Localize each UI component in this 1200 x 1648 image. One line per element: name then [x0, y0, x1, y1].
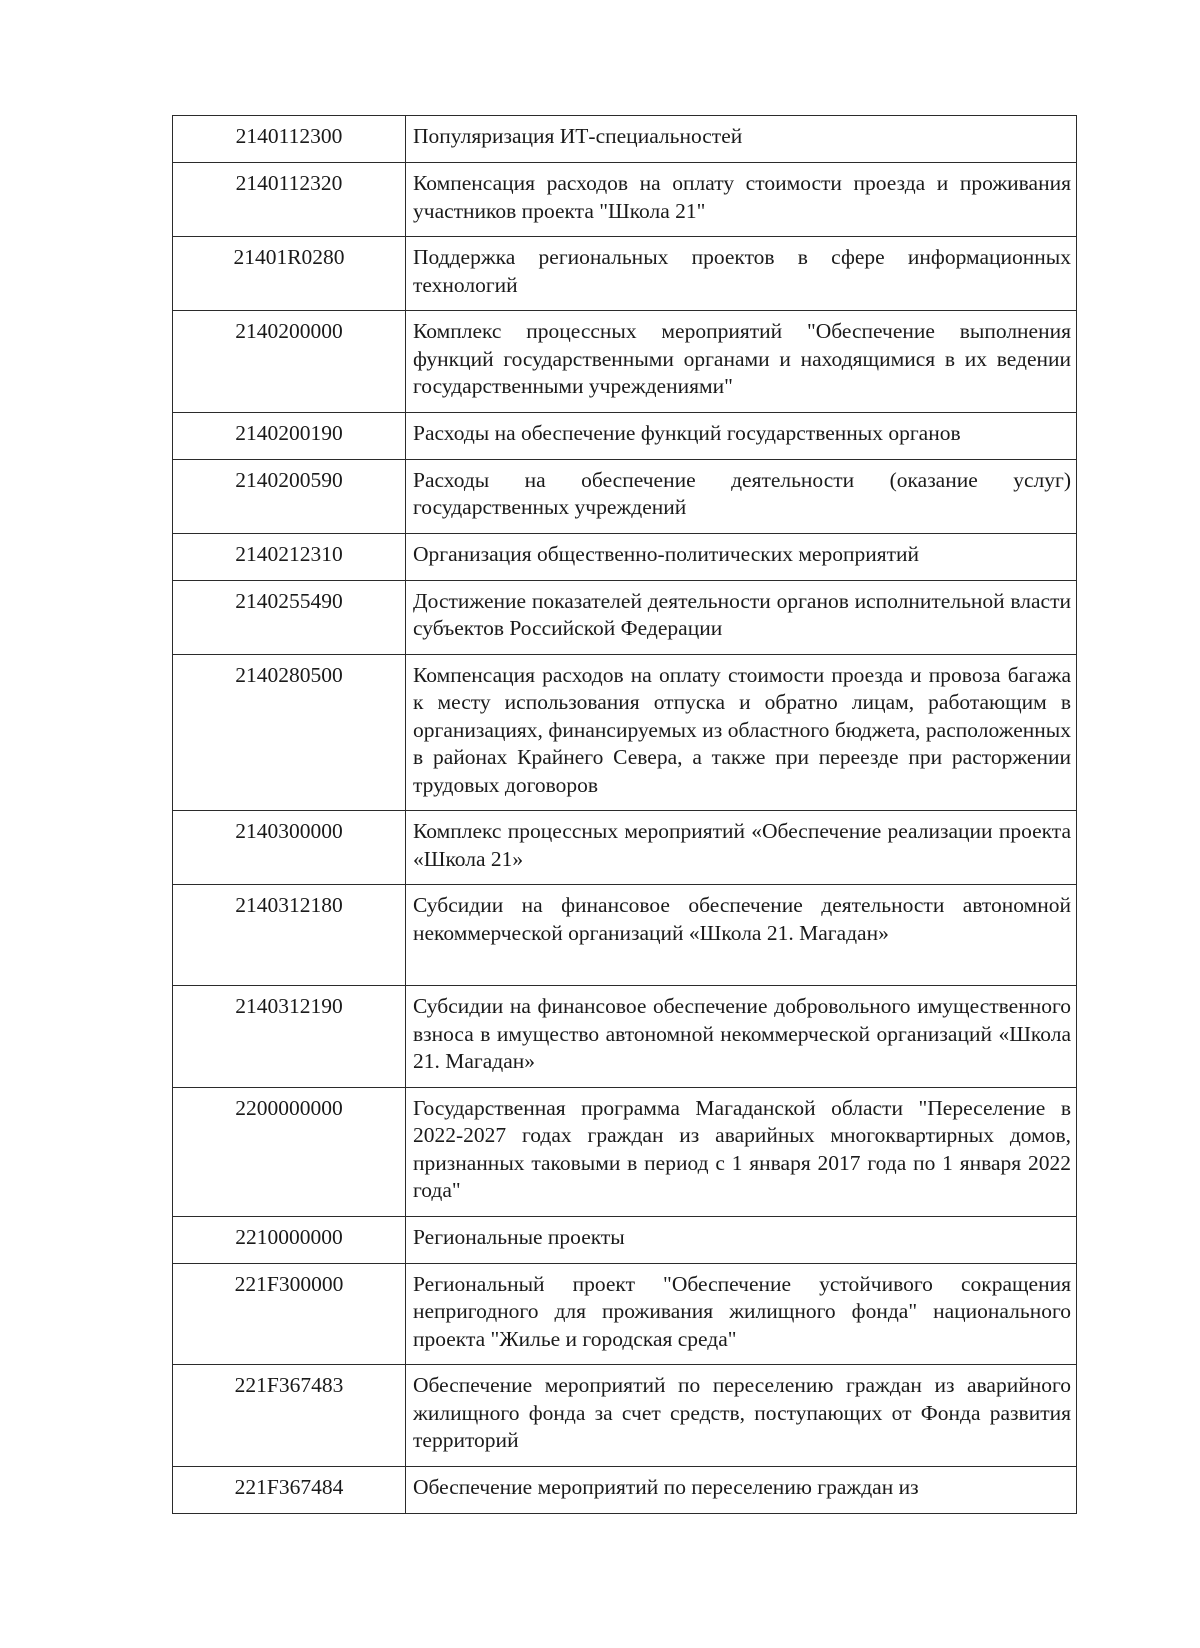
- table-row: [173, 1466, 1077, 1513]
- row-code: 2140200190: [173, 412, 406, 459]
- row-code: 2140255490: [173, 580, 406, 654]
- table-row: [173, 1216, 1077, 1263]
- row-name: Поддержка региональных проектов в сфере информационных технологий: [406, 237, 1077, 311]
- row-code: 21401R0280: [173, 237, 406, 311]
- table-row: [173, 311, 1077, 413]
- row-code: 2200000000: [173, 1087, 406, 1216]
- table-row: [173, 116, 1077, 163]
- row-name: Региональный проект "Обеспечение устойчивого сокращения непригодного для проживания жилищного фонда" национального проекта "Жилье и городская среда": [406, 1263, 1077, 1365]
- table-row: [173, 237, 1077, 311]
- row-name: Комплекс процессных мероприятий «Обеспечение реализации проекта «Школа 21»: [406, 811, 1077, 885]
- row-code: 221F367484: [173, 1466, 406, 1513]
- row-code: 2140200000: [173, 311, 406, 413]
- row-name: Компенсация расходов на оплату стоимости проезда и проживания участников проекта "Школа 21": [406, 163, 1077, 237]
- row-name: Расходы на обеспечение функций государственных органов: [406, 412, 1077, 459]
- table-row: [173, 986, 1077, 1088]
- table-row: [173, 412, 1077, 459]
- row-code: 221F367483: [173, 1365, 406, 1467]
- table-row: [173, 1365, 1077, 1467]
- row-name: Субсидии на финансовое обеспечение добровольного имущественного взноса в имущество автономной некоммерческой организаций «Школа 21. Магадан»: [406, 986, 1077, 1088]
- table-row: [173, 163, 1077, 237]
- table-row: [173, 811, 1077, 885]
- table-row: [173, 654, 1077, 811]
- budget-classification-table: [172, 115, 1077, 1514]
- table-row: [173, 1087, 1077, 1216]
- row-code: 2140112320: [173, 163, 406, 237]
- row-code: 2140112300: [173, 116, 406, 163]
- row-code: 2140212310: [173, 533, 406, 580]
- row-code: 2140300000: [173, 811, 406, 885]
- table-row: [173, 885, 1077, 986]
- row-code: 2140280500: [173, 654, 406, 811]
- row-code: 2210000000: [173, 1216, 406, 1263]
- row-name: Обеспечение мероприятий по переселению граждан из аварийного жилищного фонда за счет средств, поступающих от Фонда развития территорий: [406, 1365, 1077, 1467]
- row-name: Субсидии на финансовое обеспечение деятельности автономной некоммерческой организаций «Школа 21. Магадан»: [406, 885, 1077, 986]
- row-name: Комплекс процессных мероприятий "Обеспечение выполнения функций государственными органами и находящимися в их ведении государственными учреждениями": [406, 311, 1077, 413]
- row-name: Достижение показателей деятельности органов исполнительной власти субъектов Российской Федерации: [406, 580, 1077, 654]
- table-row: [173, 580, 1077, 654]
- row-name: Государственная программа Магаданской области "Переселение в 2022-2027 годах граждан из аварийных многоквартирных домов, признанных таковыми в период с 1 января 2017 года по 1 января 2022 года": [406, 1087, 1077, 1216]
- row-name: Обеспечение мероприятий по переселению граждан из: [406, 1466, 1077, 1513]
- row-name: Популяризация ИТ-специальностей: [406, 116, 1077, 163]
- row-name: Организация общественно-политических мероприятий: [406, 533, 1077, 580]
- row-name: Региональные проекты: [406, 1216, 1077, 1263]
- row-code: 2140312190: [173, 986, 406, 1088]
- table-body: [173, 116, 1077, 1514]
- row-name: Компенсация расходов на оплату стоимости проезда и провоза багажа к месту использования отпуска и обратно лицам, работающим в организациях, финансируемых из областного бюджета, расположенных в районах Крайнего Севера, а также при переезде при расторжении трудовых договоров: [406, 654, 1077, 811]
- row-code: 2140200590: [173, 459, 406, 533]
- row-code: 2140312180: [173, 885, 406, 986]
- table-row: [173, 459, 1077, 533]
- table-row: [173, 533, 1077, 580]
- table-row: [173, 1263, 1077, 1365]
- row-name: Расходы на обеспечение деятельности (оказание услуг) государственных учреждений: [406, 459, 1077, 533]
- row-code: 221F300000: [173, 1263, 406, 1365]
